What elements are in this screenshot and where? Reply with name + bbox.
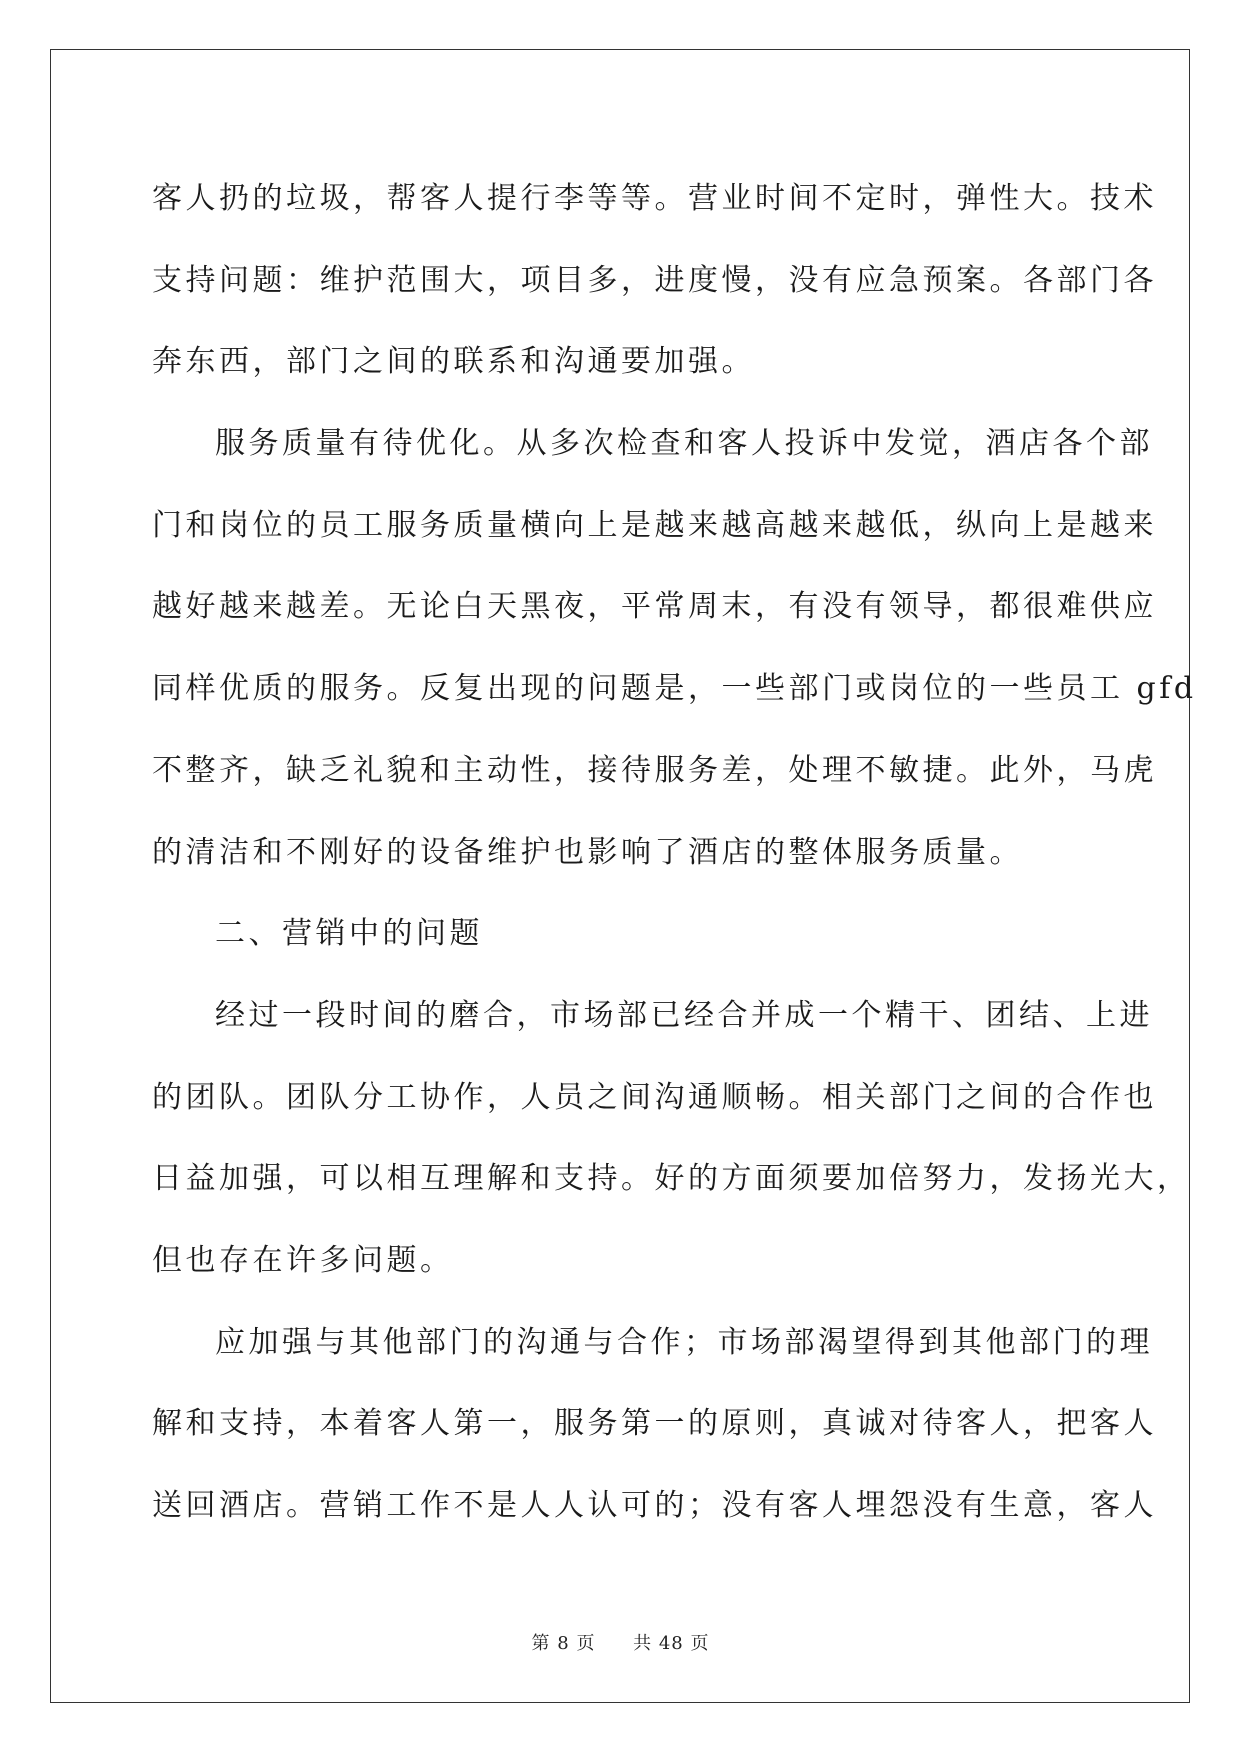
text-line: 同样优质的服务。反复出现的问题是，一些部门或岗位的一些员工 gfd [152,671,1197,707]
text-line: 但也存在许多问题。 [152,1242,454,1278]
paragraph [152,893,1097,975]
text-line: 不整齐，缺乏礼貌和主动性，接待服务差，处理不敏捷。此外，马虎 [152,752,1157,788]
text-line: 解和支持，本着客人第一，服务第一的原则，真诚对待客人，把客人 [152,1406,1157,1442]
page-total: 共 48 页 [633,1633,710,1654]
paragraph [152,403,1197,893]
text-line: 客人扔的垃圾，帮客人提行李等等。营业时间不定时，弹性大。技术 [152,181,1157,216]
text-line: 二、营销中的问题 [215,916,483,952]
paragraph [152,975,1191,1302]
text-line: 日益加强，可以相互理解和支持。好的方面须要加倍努力，发扬光大， [152,1161,1191,1197]
text-line: 奔东西，部门之间的联系和沟通要加强。 [152,344,755,380]
page-number: 第 8 页 [531,1633,596,1654]
text-line: 经过一段时间的磨合，市场部已经合并成一个精干、团结、上进 [215,997,1153,1033]
text-line: 送回酒店。营销工作不是人人认可的；没有客人埋怨没有生意，客人 [152,1488,1157,1523]
page-footer [0,1629,1241,1655]
text-line: 服务质量有待优化。从多次检查和客人投诉中发觉，酒店各个部 [215,426,1153,462]
text-line: 的团队。团队分工协作，人员之间沟通顺畅。相关部门之间的合作也 [152,1079,1157,1115]
text-line: 的清洁和不刚好的设备维护也影响了酒店的整体服务质量。 [152,834,1023,870]
paragraph [152,158,1157,403]
text-line: 门和岗位的员工服务质量横向上是越来越高越来越低，纵向上是越来 [152,507,1157,543]
text-line: 支持问题：维护范围大，项目多，进度慢，没有应急预案。各部门各 [152,262,1157,298]
text-line: 应加强与其他部门的沟通与合作；市场部渴望得到其他部门的理 [215,1324,1153,1360]
text-line: 越好越来越差。无论白天黑夜，平常周末，有没有领导，都很难供应 [152,589,1157,625]
paragraph [152,1302,1157,1547]
document-body [152,158,1197,1547]
